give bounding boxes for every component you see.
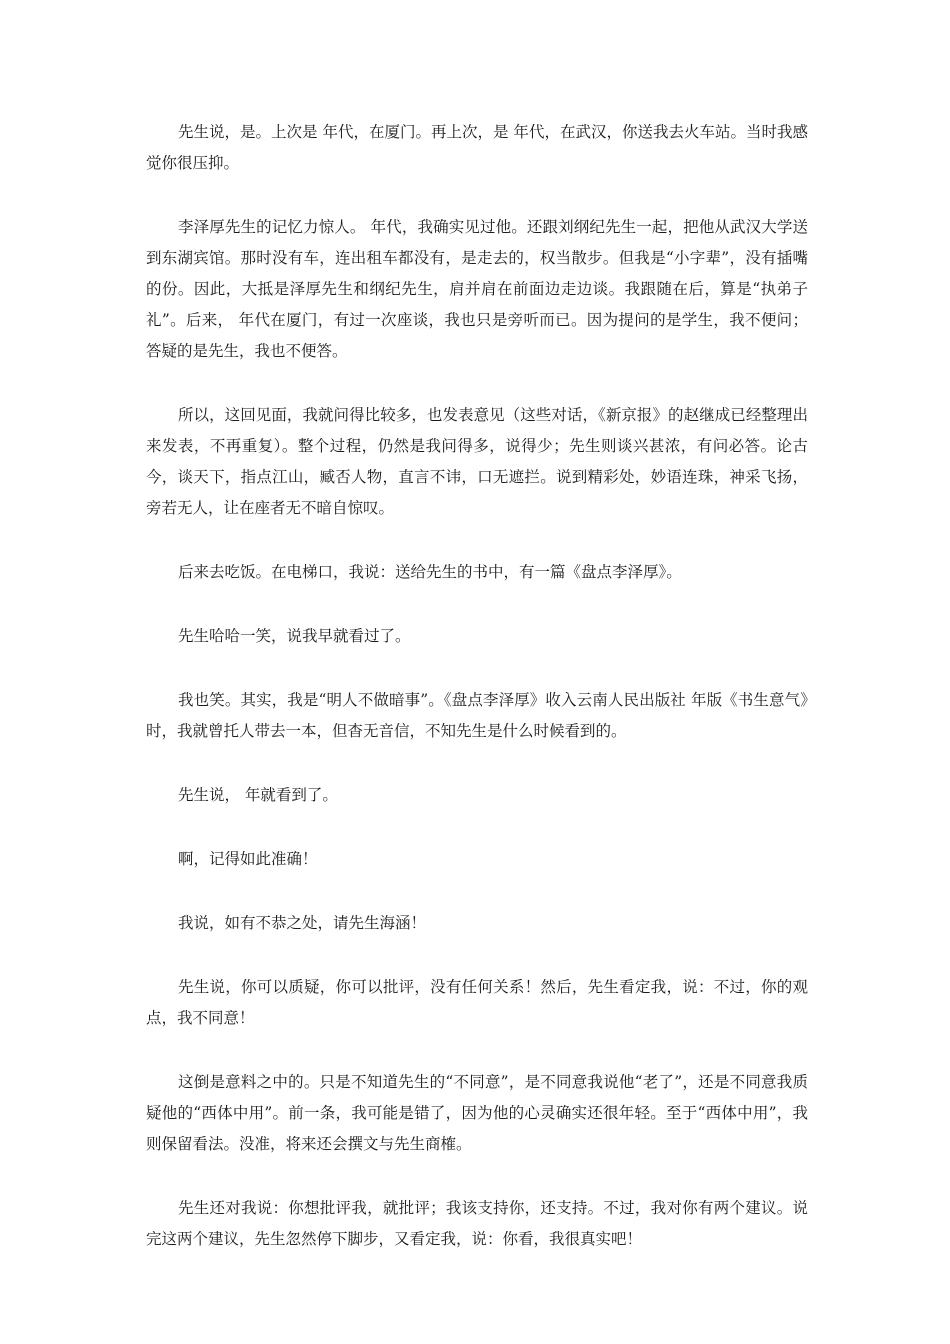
paragraph-5: 先生哈哈一笑，说我早就看过了。 xyxy=(178,627,411,645)
paragraph-4: 后来去吃饭。在电梯口，我说：送给先生的书中，有一篇《盘点李泽厚》。 xyxy=(178,563,682,581)
paragraph-11: 这倒是意料之中的。只是不知道先生的“不同意”，是不同意我说他“老了”，还是不同意我质疑他的“西体中用”。前一条，我可能是错了，因为他的心灵确实还很年轻。至于“西体中用”，我则保留看法。没准，将来还会撰文与先生商榷。 xyxy=(146,1073,808,1153)
paragraph-8: 啊，记得如此准确！ xyxy=(178,850,318,868)
paragraph-3: 所以，这回见面，我就问得比较多，也发表意见（这些对话，《新京报》的赵继成已经整理出来发表，不再重复）。整个过程，仍然是我问得多，说得少；先生则谈兴甚浓，有问必答。论古今，谈天下，指点江山，臧否人物，直言不讳，口无遮拦。说到精彩处，妙语连珠，神采飞扬，旁若无人，让在座者无不暗自惊叹。 xyxy=(146,406,808,517)
paragraph-9: 我说，如有不恭之处，请先生海涵！ xyxy=(178,914,427,932)
paragraph-10: 先生说，你可以质疑，你可以批评，没有任何关系！然后，先生看定我，说：不过，你的观点，我不同意！ xyxy=(146,978,808,1027)
paragraph-1: 先生说，是。上次是 年代，在厦门。再上次，是 年代，在武汉，你送我去火车站。当时我感觉你很压抑。 xyxy=(146,123,808,172)
paragraph-2: 李泽厚先生的记忆力惊人。 年代，我确实见过他。还跟刘纲纪先生一起，把他从武汉大学送到东湖宾馆。那时没有车，连出租车都没有，是走去的，权当散步。但我是“小字辈”，没有插嘴的份。因此，大抵是泽厚先生和纲纪先生，肩并肩在前面边走边谈。我跟随在后，算是“执弟子礼”。后来， 年代在厦门，有过一次座谈，我也只是旁听而已。因为提问的是学生，我不便问；答疑的是先生，我也不便答。 xyxy=(146,218,808,360)
paragraph-6: 我也笑。其实，我是“明人不做暗事”。《盘点李泽厚》收入云南人民出版社 年版《书生意气》时，我就曾托人带去一本，但杳无音信，不知先生是什么时候看到的。 xyxy=(146,691,808,740)
paragraph-7: 先生说， 年就看到了。 xyxy=(178,786,338,804)
article-body xyxy=(146,117,808,1288)
paragraph-12: 先生还对我说：你想批评我，就批评；我该支持你，还支持。不过，我对你有两个建议。说完这两个建议，先生忽然停下脚步，又看定我，说：你看，我很真实吧！ xyxy=(146,1199,808,1248)
